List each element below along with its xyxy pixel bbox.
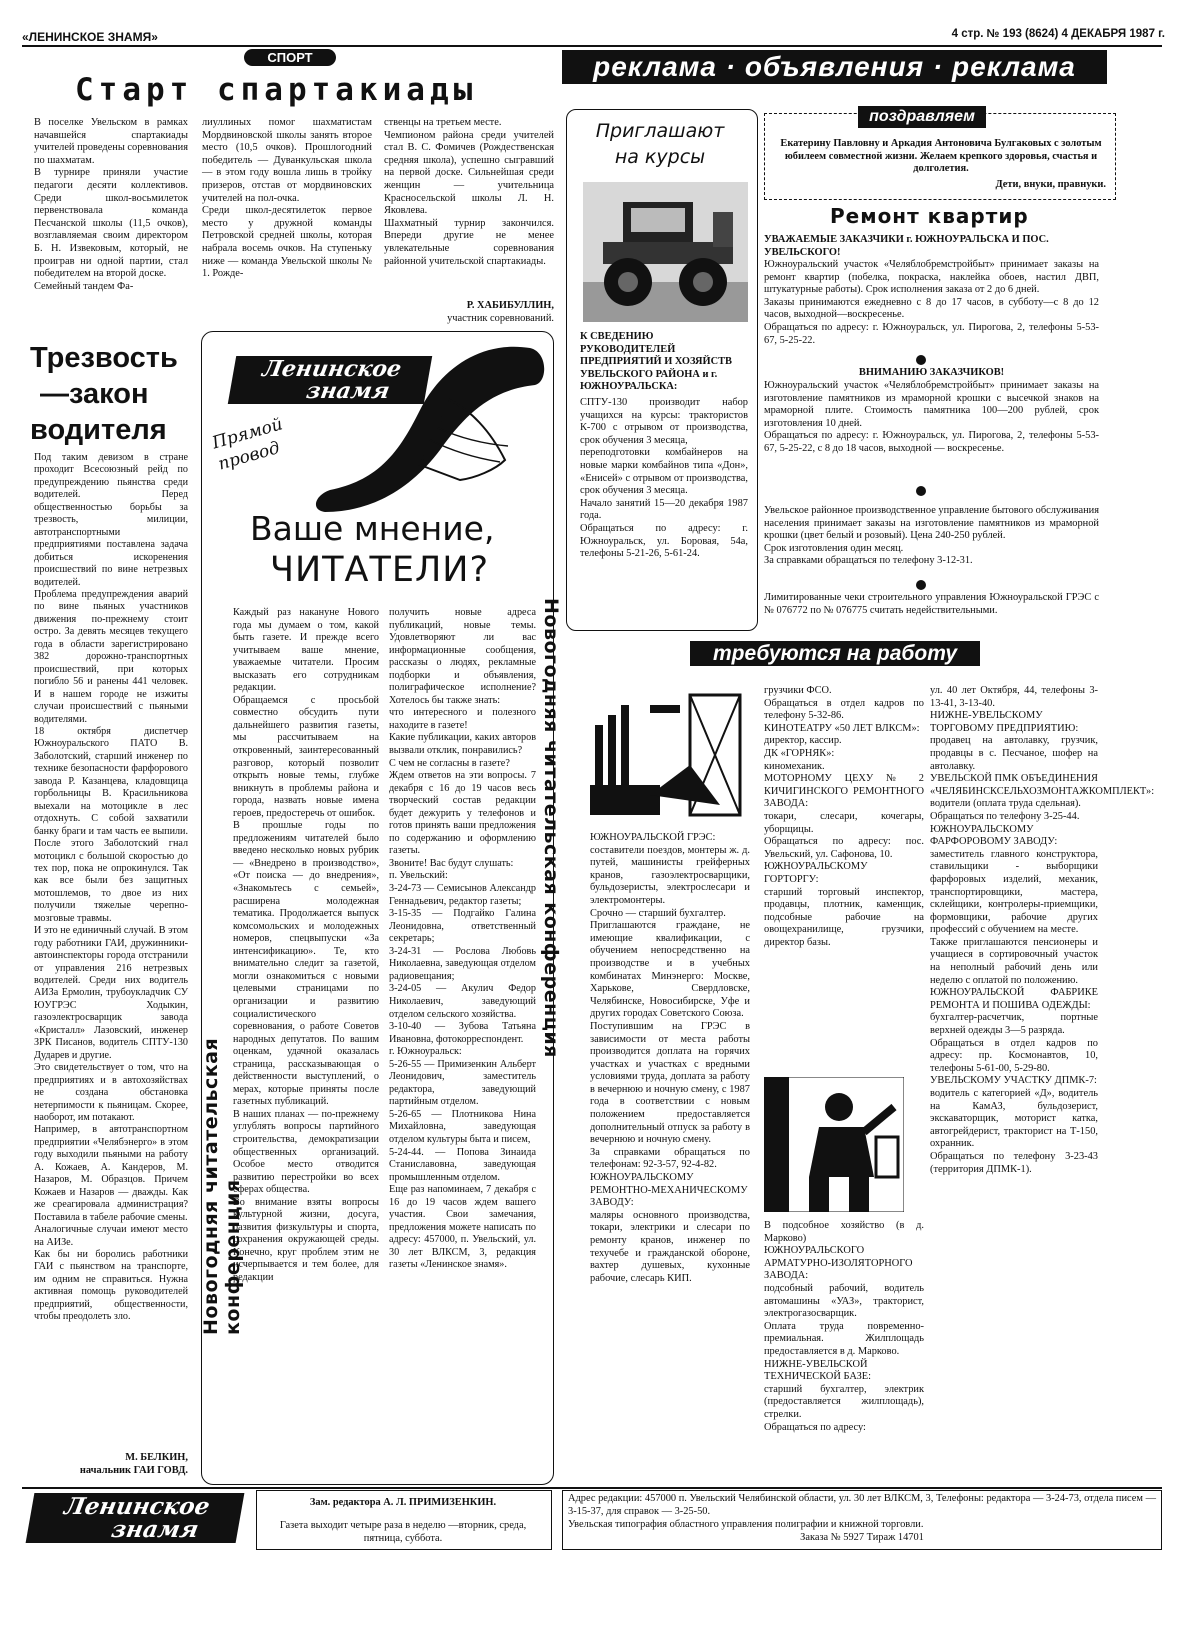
footer-address: Адрес редакции: 457000 п. Увельский Челябинской области, ул. 30 лет ВЛКСМ, 3, Телефоны: редактора — 3-24-73, отдела писем — 3-15-37, для справок — 3-25-50. [568,1493,1156,1517]
conference-col-1: Каждый раз накануне Нового года мы думаем о том, какой быть газете. И прежде всего учитываем ваше мнение, уважаемые читатели. Просим высказать его сотрудникам редакции. Обращаемся с просьбой совместно обсудить пути дальнейшего развития газеты, мы рассчитываем на откровенный, заинтересованный разговор, который позволит открыть новые темы, глубже вникнуть в проблемы района и города, назвать новые имена героев, предостеречь от ошибок. В прошлые годы по предложениям читателей было введено несколько новых рубрик — «Внедрено в производство», «От поиска — до внедрения», «Знакомьтесь с семьей», расширена молодежная тематика. Продолжается выпуск комсомольских и молодежных номеров, спецвыпуски «За интенсификацию». Те, кто внимательно следит за газетой, могли ознакомиться с новыми целевыми страницами по организации и развитию социалистического соревнования, о работе Советов народных депутатов. По вашим оценкам, удачной оказалась страница, рассказывающая о действенности выступлений, о мерах, которые приняты после газетных публикаций. В наших планах — по-прежнему углублять вопросы партийного строительства, демократизации общественных организаций. Особое место отводится развитию перестройки во всех сферах общества. Во внимание взяты вопросы культурной жизни, досуга, развития физкультуры и спорта, сохранения окружающей среды. Конечно, круг проблем этим не исчерпывается и тем более, для редакции [233,607,379,1283]
footer-order: Заказа № 5927 Тираж 14701 [800,1532,924,1543]
header-rule [22,45,1162,47]
courses-title-2: на курсы [614,146,706,168]
bullet-dot [916,580,926,590]
sport-headline: Старт спартакиады [75,72,478,108]
conference-headline-1: Ваше мнение, [250,509,495,548]
repair-heading: УВАЖАЕМЫЕ ЗАКАЗЧИКИ г. ЮЖНОУРАЛЬСКА И ПОС. УВЕЛЬСКОГО! [764,234,1049,258]
sobriety-headline-3: водителя [30,414,167,446]
footer-logo [26,1493,245,1543]
sobriety-headline-2: —закон [40,378,149,410]
jobs-col-2b: В подсобное хозяйство (в д. Марково) ЮЖНОУРАЛЬСКОГО АРМАТУРНО-ИЗОЛЯТОРНОГО ЗАВОДА: подсобный рабочий, водитель автомашины «УАЗ», тракторист, электрогазосварщик. Оплата труда повременно-премиальная. Жилплощадь предоставляется в д. Марково. НИЖНЕ-УВЕЛЬСКОЙ ТЕХНИЧЕСКОЙ БАЗЕ: старший бухгалтер, электрик (предоставляется жилплощадь), стрелки. Обращаться по адресу: [764,1220,924,1433]
jobs-col-1: ЮЖНОУРАЛЬСКОЙ ГРЭС: составители поездов, монтеры ж. д. путей, машинисты грейферных кранов, газоэлектросварщики, бульдозеристы, электрослесари и электромонтеры. Срочно — старший бухгалтер. Приглашаются граждане, не имеющие квалификации, с обучением непосредственно на производстве и в учебных комбинатах Минэнерго: Москве, Харькове, Свердловске, Челябинске, Новосибирске, Уфе и других городах Советского Союза. Поступившим на ГРЭС в зависимости от места работы производится доплата на горячих участках и участках с вредными условиями труда, доплата за работу в вечернюю и ночную смену, с 1987 года в соответствии с новым положением предоставляется дополнительный отпуск за работу в вечернюю и ночную смену. За справками обращаться по телефонам: 92-3-57, 92-4-82. ЮЖНОУРАЛЬСКОМУ РЕМОНТНО-МЕХАНИЧЕСКОМУ ЗАВОДУ: маляры основного производства, токари, электрики и слесари по ремонту кранов, инженер по техучебе и гражданской обороне, вахтер душевых, кухонные рабочие, слесарь КИП. [590,832,750,1284]
direct-line-label: Прямой провод [209,414,285,475]
sport-col-3: ственцы на третьем месте. Чемпионом района среди учителей стал В. С. Фомичев (Рождественская средняя школа), успешно сыгравший на первой доске. Сильнейшая среди женщин — учительница Красносельской школы Л. Н. Яковлева. Шахматный турнир закончился. Впереди другие не менее увлекательные соревнования районной учительской спартакиады. [384,117,554,267]
footer-editor: Зам. редактора А. Л. ПРИМИЗЕНКИН. [309,1497,497,1508]
sobriety-headline-1: Трезвость [30,342,178,374]
footer-rule [22,1487,1162,1489]
sobriety-headline [30,340,190,448]
bullet-dot [916,355,926,365]
bullet-dot [916,486,926,496]
congrats-signature: Дети, внуки, правнуки. [995,179,1106,190]
sport-signature-role: участник соревнований. [447,313,554,324]
sport-col-1: В поселке Увельском в рамках начавшейся спартакиады учителей проведены соревнования по шахматам. В турнире приняли участие педагоги десяти коллективов. Среди школ-восьмилеток первенствовала команда Песчанской школы (11,5 очков), возглавляемая своим директором Б. Н. Извековым, который, не проиграв ни одной партии, стал победителем на второй доске. Семейный тандем Фа- [34,117,188,292]
conference-side-label-right: Новогодняя читательская конференция [540,598,562,1058]
repair-text-1: Южноуральский участок «Челяблобремстройбыт» принимает заказы на ремонт квартир (побелка, покраска, наклейка обоев, настил ДВП, штукатурные работы). Срок исполнения заказа от 2 до 6 дней. Заказы принимаются ежедневно с 8 до 17 часов, в субботу—с 8 до 12 часов, выходной—воскресенье. Обращаться по адресу: г. Южноуральск, ул. Пирогова, 2, телефоны 5-53-67, 5-25-22. [764,259,1099,346]
footer-printer: Увельская типография областного управления полиграфии и книжной торговли. [568,1519,924,1530]
jobs-col-2: грузчики ФСО. Обращаться в отдел кадров по телефону 5-32-86. КИНОТЕАТРУ «50 ЛЕТ ВЛКСМ»: директор, кассир. ДК «ГОРНЯК»: киномеханик. МОТОРНОМУ ЦЕХУ № 2 КИЧИГИНСКОГО РЕМОНТНОГО ЗАВОДА: токари, слесари, кочегары, уборщицы. Обращаться по адресу: пос. Увельский, ул. Сафонова, 10. ЮЖНОУРАЛЬСКОМУ ГОРТОРГУ: старший торговый инспектор, продавцы, плотник, каменщик, подсобные рабочие на овощехранилище, грузчики, директор базы. [764,685,924,948]
footer-logo-line-2: знамя [109,1516,201,1543]
repair-text-2: Южноуральский участок «Челяблобремстройбыт» принимает заказы на изготовление памятников из мраморной крошки с высечкой знаков на мраморной плите. Стоимость памятника 100—200 рублей, срок изготовления 10 дней. Обращаться по адресу: г. Южноуральск, ул. Пирогова, 2, телефоны 5-53-67, 5-25-22, с 8 до 18 часов, выходной — воскресенье. [764,380,1099,454]
conference-col-2: получить новые адреса публикаций, новые темы. Удовлетворяют ли вас информационные сообщения, рассказы о людях, рекламные подборки и объявления, полиграфическое исполнение? Хотелось бы также знать: что интересного и полезного находите в газете! Какие публикации, каких авторов вызвали отклик, понравились? С чем не согласны в газете? Ждем ответов на эти вопросы. 7 декабря с 16 до 19 часов весь творческий состав редакции будет дежурить у телефонов и готов принять ваши предложения по содержанию и оформлению газеты. Звоните! Вас будут слушать: п. Увельский: 3-24-73 — Семисынов Александр Геннадьевич, редактор газеты; 3-15-35 — Подгайко Галина Леонидовна, ответственный секретарь; 3-24-31 — Рослова Любовь Николаевна, заведующая отделом радиовещания; 3-24-05 — Акулич Федор Николаевич, заведующий отделом сельского хозяйства. 3-10-40 — Зубова Татьяна Ивановна, фотокорреспондент. г. Южноуральск: 5-26-55 — Примизенкин Альберт Леонидович, заместитель редактора, заведующий партийным отделом. 5-26-65 — Плотникова Нина Михайловна, заведующая отделом культуры быта и писем, 5-24-44. — Попова Зинаида Станиславовна, заведующая промышленным отделом. Еще раз напоминаем, 7 декабря с 16 до 19 часов ждем вашего участия. Свои замечания, предложения можете написать по адресу: 457000, п. Увельский, ул. 30 лет ВЛКСМ, 3, редакция газеты «Ленинское знамя». [389,607,536,1271]
ads-banner: реклама · объявления · реклама [562,50,1107,84]
repair-heading-2: ВНИМАНИЮ ЗАКАЗЧИКОВ! [858,367,1005,378]
congrats-label: поздравляем [858,106,986,128]
rubric-sport: СПОРТ [244,49,336,66]
sobriety-text: Под таким девизом в стране проходит Всесоюзный рейд по предупреждению пьянства среди водителей. Перед общественностью борьбы за трезвость, милиции, автотранспортными предприятиями поставлена задача добиться искоренения происшествий по вине нетрезвых водителей. Проблема предупреждения аварий по вине пьяных участников движения по-прежнему стоит остро. За девять месяцев текущего года в области зарегистрировано 382 дорожно-транспортных происшествий, при которых погибло 56 и ранены 441 человек. И в нашем городе не изжиты случаи происшествий с пьяными водителями. 18 октября диспетчер Южноуральского ПАТО В. Заболотский, старший инженер по технике безопасности фарфорового завода Р. Казанцева, кладовщица горбольницы В. Красильникова выехали на мотоцикле в лес отдохнуть. С собой захватили банку браги и там часть ее выпили. После этого Заболотский гнал мотоцикл с большой скоростью до тех пор, пока не опрокинулся. Так как все были без защитных мотошлемов, то двое из них получили тяжелые черепно-мозговые травмы. И это не единичный случай. В этом году работники ГАИ, дружинники-автоинспекторы города отстранили от управления 216 нетрезвых водителей. Среди них водитель АИЗа Ермолин, трубоукладчик СУ ЮУГРЭС Ходыкин, газоэлектросварщик завода «Кристалл» Лазовский, инженер ЗРК Писанов, водитель СПТУ-130 Дударев и другие. Это свидетельствует о том, что на предприятиях и в автохозяйствах не создана обстановка нетерпимости к пьяницам. Скорее, наоборот, им потакают. Например, в автотранспортном предприятии «Челябэнерго» в этом году выходили пьяными на работу А. Кожаев, А. Кандеров, М. Назаров, М. Образцов. Причем Кожаев и Назаров — дважды. Как же среагировала администрация? Поставила в табеле рабочие смены. Аналогичные случаи имеют место на АИЗе. Как бы ни боролись работники ГАИ с пьянством на транспорте, им одним не справиться. Нужна активная помощь руководителей предприятий, общественности, чтобы преодолеть зло. [34,452,188,1323]
telephone-receiver-icon [300,340,550,515]
issue-info: 4 стр. № 193 (8624) 4 ДЕКАБРЯ 1987 г. [951,28,1165,40]
courses-title [570,118,750,170]
conference-side-label-left: Новогодняя читательская конференция [200,1037,244,1335]
courses-text: СПТУ-130 производит набор учащихся на курсы: трактористов К-700 с отрывом от производства, срок обучения 3 месяца, переподготовки комбайнеров на новые марки комбайнов типа «Дон», «Енисей» с отрывом от производства, срок обучения 3 месяца. Начало занятий 15—20 декабря 1987 года. Обращаться по адресу: г. Южноуральск, ул. Боровая, 54а, телефоны 5-21-26, 5-61-24. [580,397,748,560]
footer-logo-line-1: Ленинское [62,1493,212,1520]
congrats-text: Екатерину Павловну и Аркадия Антоновича Булгаковых с золотым юбилеем совместной жизни. Желаем крепкого здоровья, счастья и долголетия. [780,138,1102,175]
repair-text-4: Лимитированные чеки строительного управления Южноуральской ГРЭС с № 076772 по № 076775 считать недействительными. [764,592,1099,616]
sport-signature: Р. ХАБИБУЛЛИН, [466,300,554,311]
sport-col-2: лиуллиных помог шахматистам Мордвиновской школы занять второе место (10,5 очков). Прошлогодний победитель — Дуванкульская школа — в этом году вошла лишь в тройку призеров, отстав от мордвиновских учителей на пол-очка. Среди школ-десятилеток первое место у дружной команды Петровской средней школы, которая набрала восемь очков. На ступеньку ниже — команда Увельской школы № 1. Рожде- [202,117,372,280]
worker-image [764,1077,904,1212]
courses-heading: К СВЕДЕНИЮ РУКОВОДИТЕЛЕЙ ПРЕДПРИЯТИЙ И ХОЗЯЙСТВ УВЕЛЬСКОГО РАЙОНА и г. ЮЖНОУРАЛЬСКА: [580,331,732,393]
power-plant-image [590,685,745,825]
paper-name: «ЛЕНИНСКОЕ ЗНАМЯ» [22,30,158,44]
repair-title: Ремонт квартир [830,204,1029,228]
sobriety-signature: М. БЕЛКИН, [125,1452,188,1463]
sobriety-signature-role: начальник ГАИ ГОВД. [79,1465,188,1476]
jobs-banner: требуются на работу [690,641,980,666]
jobs-col-3: ул. 40 лет Октября, 44, телефоны 3-13-41, 3-13-40. НИЖНЕ-УВЕЛЬСКОМУ ТОРГОВОМУ ПРЕДПРИЯТИЮ: продавец на автолавку, грузчик, продавцы в с. Песчаное, шофер на автолавку. УВЕЛЬСКОЙ ПМК ОБЪЕДИНЕНИЯ «ЧЕЛЯБИНСКСЕЛЬХОЗМОНТАЖКОМПЛЕКТ»: водители (оплата труда сдельная). Обращаться по телефону 3-25-44. ЮЖНОУРАЛЬСКОМУ ФАРФОРОВОМУ ЗАВОДУ: заместитель главного конструктора, ставильщики - выборщики фарфоровых изделий, механик, транспортировщики, мастера, склейщики, контролеры-приемщики, формовщики, рабочие других профессий с обучением на месте. Также приглашаются пенсионеры и учащиеся в сортировочный участок на неполный рабочий день или неделю с оплатой по положению. ЮЖНОУРАЛЬСКОЙ ФАБРИКЕ РЕМОНТА И ПОШИВА ОДЕЖДЫ: бухгалтер-расчетчик, портные верхней одежды 3—5 разряда. Обращаться в отдел кадров по адресу: пр. Космонавтов, 10, телефоны 5-61-00, 5-29-80. УВЕЛЬСКОМУ УЧАСТКУ ДПМК-7: водитель с категорией «Д», водитель на КамАЗ, бульдозерист, экскаваторщик, моторист катка, автогрейдерист, тракторист на Т-150, охранник. Обращаться по телефону 3-23-43 (территория ДПМК-1). [930,685,1155,1175]
footer-schedule: Газета выходит четыре раза в неделю —вторник, среда, пятница, суббота. [279,1520,527,1544]
courses-title-1: Приглашают [595,120,725,142]
conference-headline-2: ЧИТАТЕЛИ? [270,550,490,590]
repair-text-3: Увельское районное производственное управление бытового обслуживания населения принимает заказы на изготовление памятников из мраморной крошки (цвет белый и розовый). Цена 240-250 рублей. Срок изготовления один месяц. За справками обращаться по телефону 3-12-31. [764,505,1099,567]
tractor-image [583,182,748,322]
conference-logo-line-1: Ленинское [260,356,404,382]
conference-logo-line-2: знамя [304,378,392,404]
